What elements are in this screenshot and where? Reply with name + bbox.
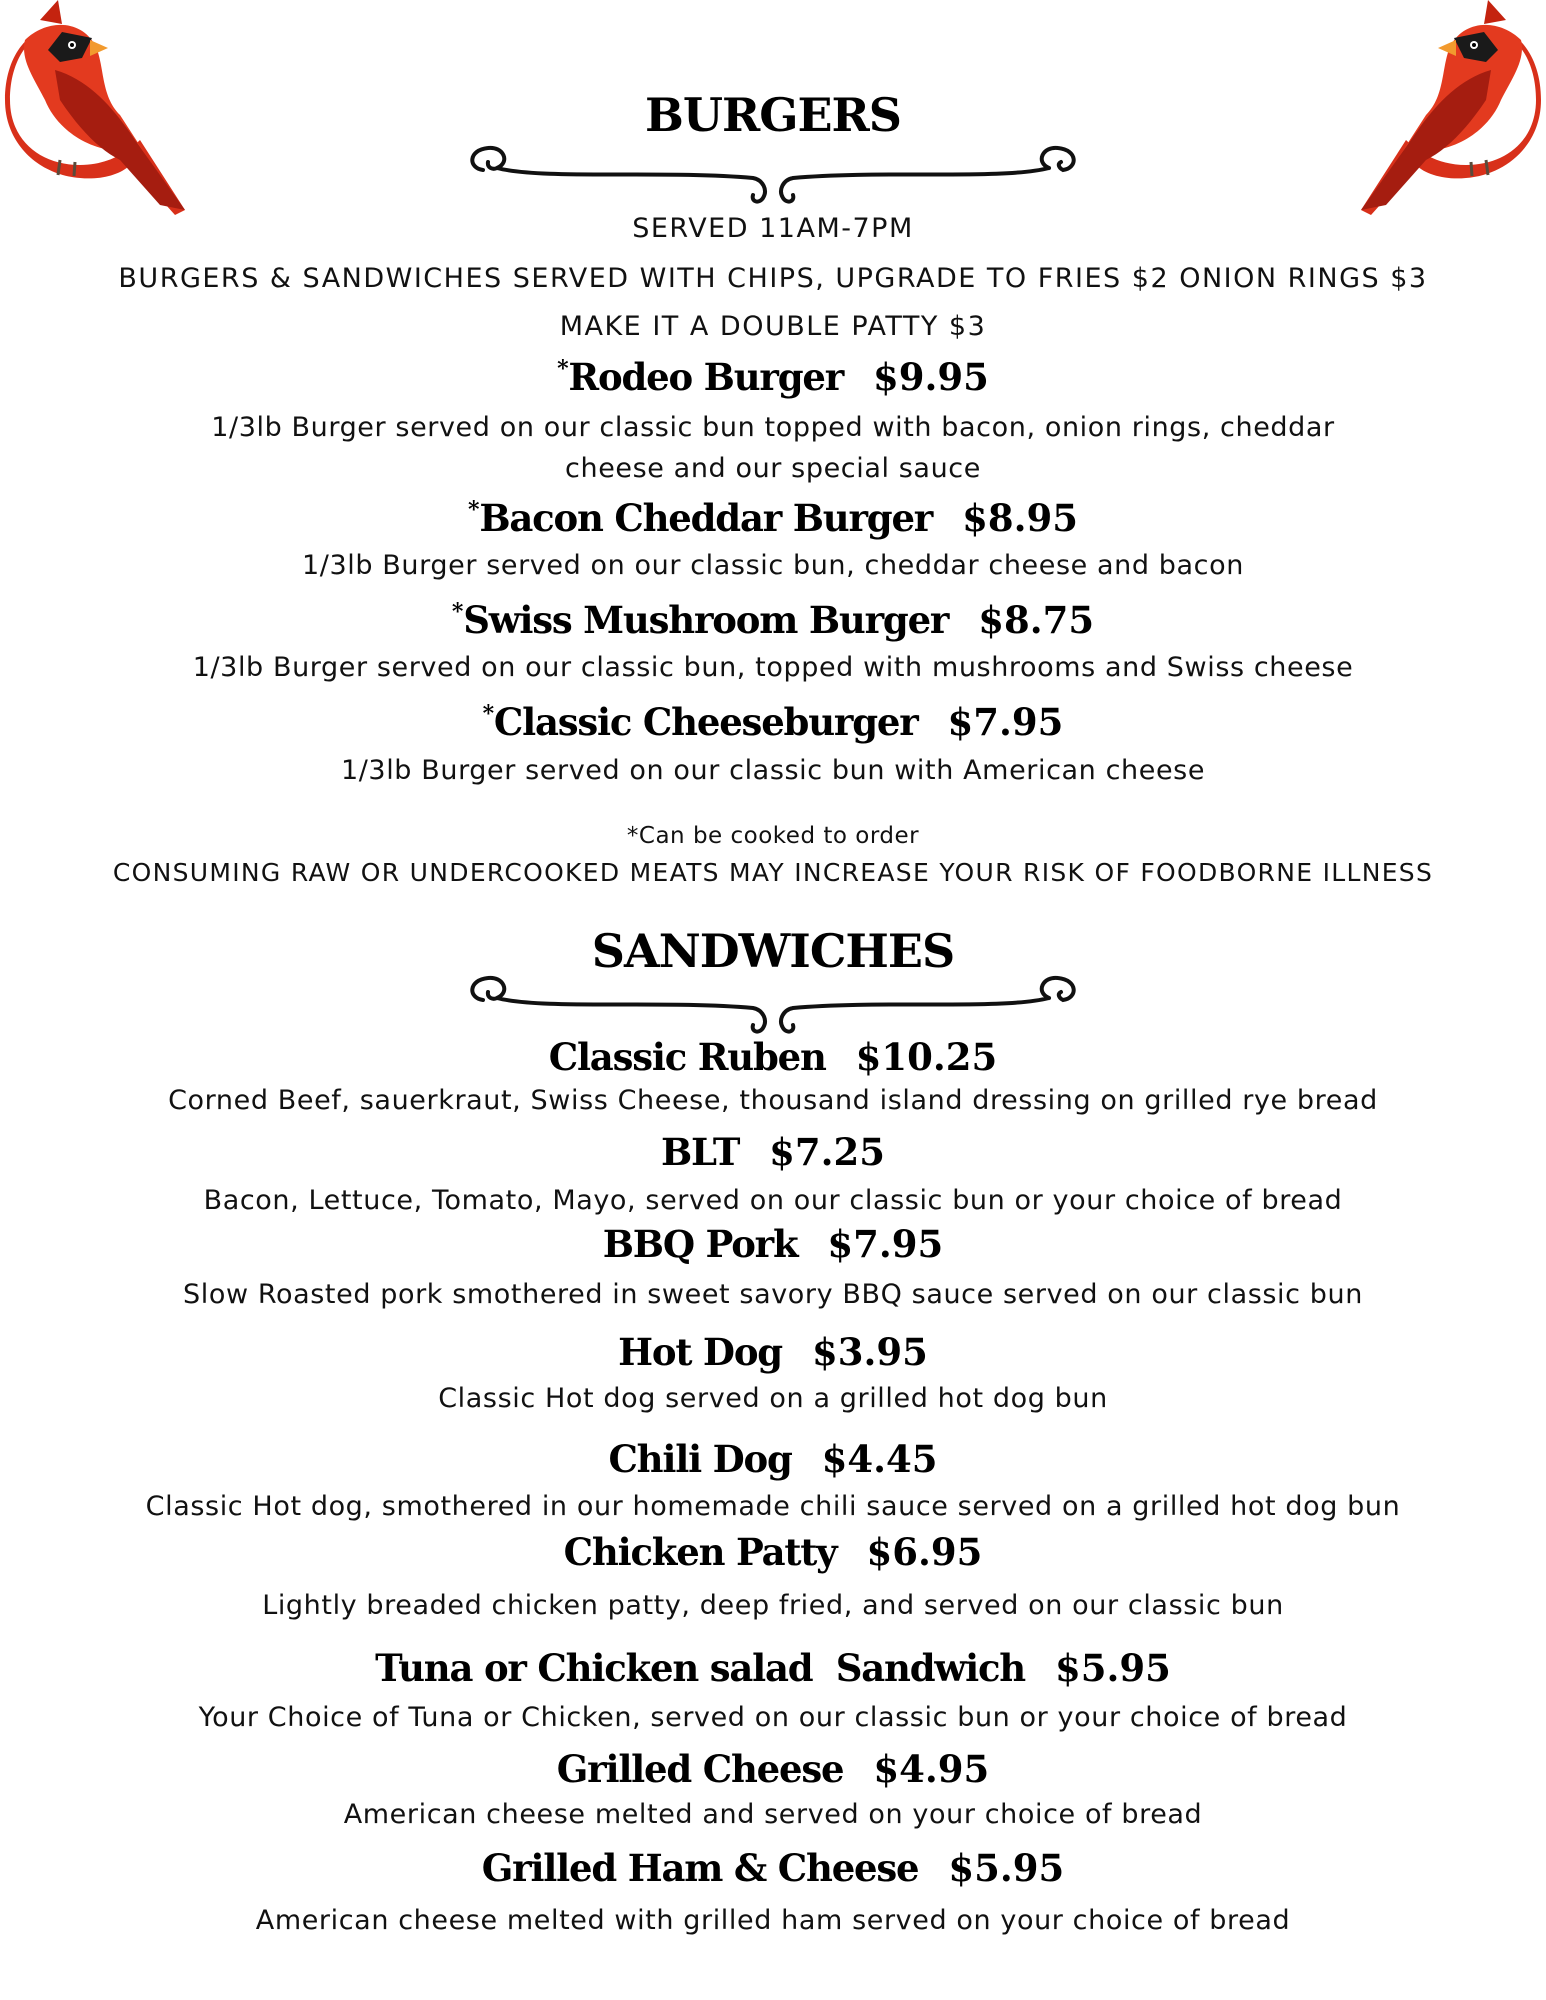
item-description: Classic Hot dog, smothered in our homemade chili sauce served on a grilled hot dog bun	[145, 1491, 1401, 1522]
item-name: Tuna or Chicken salad Sandwich	[375, 1646, 1025, 1690]
item-price: $7.25	[769, 1130, 886, 1174]
item-price: $9.95	[873, 355, 989, 399]
item-price: $4.95	[873, 1747, 990, 1791]
item-price: $4.45	[821, 1437, 938, 1481]
item-price: $6.95	[866, 1530, 983, 1574]
food-safety-warning: CONSUMING RAW OR UNDERCOOKED MEATS MAY INCREASE YOUR RISK OF FOODBORNE ILLNESS	[112, 858, 1434, 887]
menu-item-title	[0, 1437, 1546, 1481]
item-description: Your Choice of Tuna or Chicken, served on our classic bun or your choice of bread	[198, 1702, 1348, 1733]
menu-item-title	[0, 700, 1546, 744]
item-description: Corned Beef, sauerkraut, Swiss Cheese, thousand island dressing on grilled rye bread	[168, 1085, 1378, 1116]
item-name: Chili Dog	[608, 1437, 792, 1481]
item-description: cheese and our special sauce	[565, 453, 981, 484]
flourish-divider-icon	[463, 970, 1083, 1040]
item-description: 1/3lb Burger served on our classic bun, cheddar cheese and bacon	[302, 550, 1244, 581]
item-name: BLT	[660, 1130, 740, 1174]
item-name: Grilled Ham & Cheese	[481, 1846, 919, 1890]
item-price: $8.95	[962, 496, 1078, 540]
menu-item-title	[0, 355, 1546, 399]
menu-item-title	[0, 1130, 1546, 1174]
menu-item-title	[0, 1846, 1546, 1890]
cooked-to-order-mark: *	[468, 497, 479, 523]
item-description: American cheese melted and served on your choice of bread	[343, 1799, 1203, 1830]
burgers-title: BURGERS	[644, 88, 902, 142]
item-name: Grilled Cheese	[556, 1747, 844, 1791]
item-description: American cheese melted with grilled ham served on your choice of bread	[255, 1905, 1291, 1936]
menu-item-title	[0, 1530, 1546, 1574]
item-price: $10.25	[855, 1035, 998, 1079]
item-name: Classic Ruben	[548, 1035, 826, 1079]
item-price: $7.95	[827, 1222, 944, 1266]
item-price: $5.95	[1054, 1646, 1171, 1690]
sides-note: BURGERS & SANDWICHES SERVED WITH CHIPS, UPGRADE TO FRIES $2 ONION RINGS $3	[118, 263, 1428, 294]
cooked-to-order-mark: *	[451, 599, 463, 625]
item-price: $8.75	[978, 598, 1095, 642]
item-description: Slow Roasted pork smothered in sweet savory BBQ sauce served on our classic bun	[183, 1279, 1363, 1310]
menu-item-title	[0, 1646, 1546, 1690]
served-hours: SERVED 11AM-7PM	[632, 213, 914, 244]
double-patty-note: MAKE IT A DOUBLE PATTY $3	[559, 311, 987, 342]
item-description: Bacon, Lettuce, Tomato, Mayo, served on our classic bun or your choice of bread	[203, 1185, 1343, 1216]
menu-item-title	[0, 1035, 1546, 1079]
item-description: Classic Hot dog served on a grilled hot dog bun	[438, 1383, 1108, 1414]
item-name: Swiss Mushroom Burger	[463, 598, 949, 642]
item-description: Lightly breaded chicken patty, deep fried, and served on our classic bun	[262, 1590, 1284, 1621]
item-name: Chicken Patty	[563, 1530, 837, 1574]
item-name: Hot Dog	[618, 1330, 782, 1374]
menu-item-title	[0, 598, 1546, 642]
item-name: Classic Cheeseburger	[493, 700, 918, 744]
item-price: $7.95	[947, 700, 1064, 744]
cooked-to-order-mark: *	[482, 701, 493, 727]
item-description: 1/3lb Burger served on our classic bun topped with bacon, onion rings, cheddar	[211, 412, 1335, 443]
menu-item-title	[0, 1330, 1546, 1374]
item-name: BBQ Pork	[602, 1222, 798, 1266]
item-name: Rodeo Burger	[568, 355, 843, 399]
cooked-to-order-mark: *	[557, 356, 568, 382]
flourish-divider-icon	[463, 140, 1083, 210]
menu-item-title	[0, 1222, 1546, 1266]
item-description: 1/3lb Burger served on our classic bun with American cheese	[340, 755, 1206, 786]
menu-item-title	[0, 496, 1546, 540]
item-description: 1/3lb Burger served on our classic bun, topped with mushrooms and Swiss cheese	[192, 652, 1354, 683]
sandwiches-title: SANDWICHES	[591, 924, 955, 978]
cook-to-order-note: *Can be cooked to order	[626, 823, 920, 849]
item-price: $5.95	[948, 1846, 1065, 1890]
menu-item-title	[0, 1747, 1546, 1791]
item-name: Bacon Cheddar Burger	[479, 496, 933, 540]
item-price: $3.95	[811, 1330, 928, 1374]
